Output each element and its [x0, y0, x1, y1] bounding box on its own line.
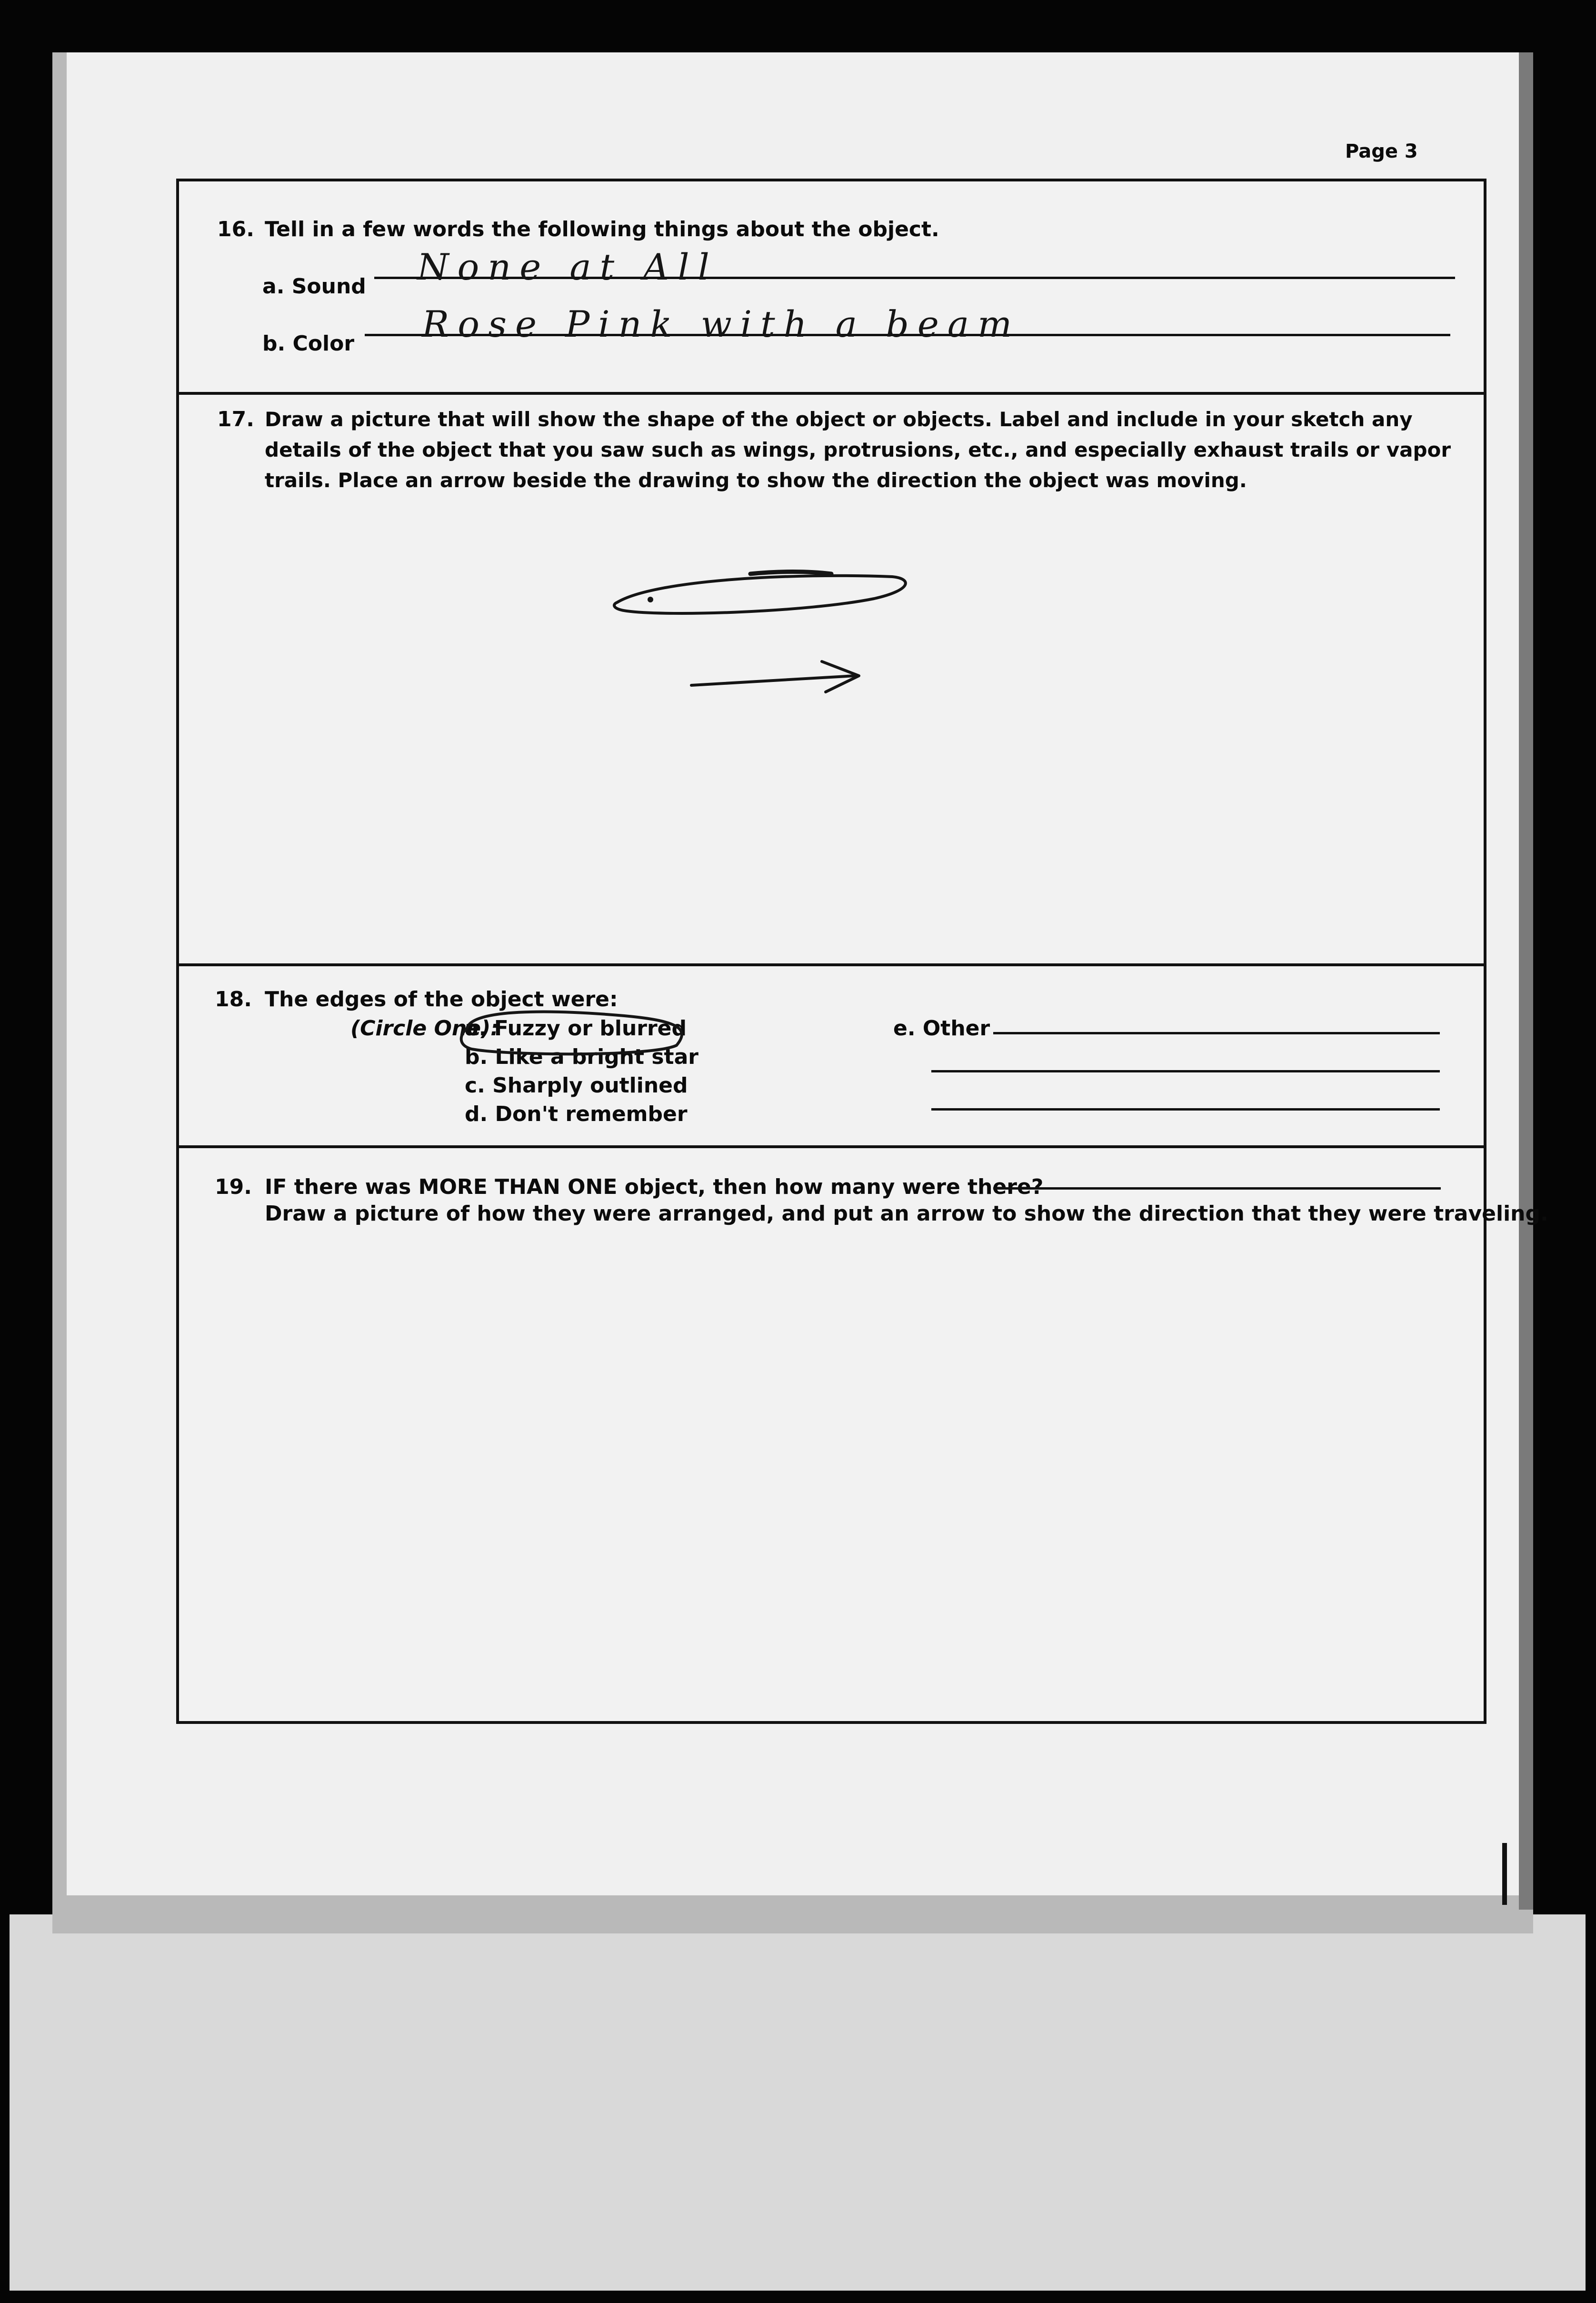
other-field-line-2[interactable] [931, 1070, 1440, 1072]
film-edge [1519, 52, 1533, 1910]
option-c[interactable]: c. Sharply outlined [465, 1073, 688, 1098]
sketch-area[interactable] [179, 1239, 1484, 1715]
question-18-prompt: The edges of the object were: [265, 987, 618, 1011]
circle-one-instruction: (Circle One): [350, 1016, 499, 1041]
option-b[interactable]: b. Like a bright star [465, 1045, 698, 1069]
question-17-number: 17. [217, 407, 254, 431]
sound-answer: None at All [417, 246, 718, 288]
questionnaire-form [176, 179, 1548, 1724]
object-count-field[interactable] [993, 1187, 1441, 1190]
question-19-instruction: Draw a picture of how they were arranged, and put an arrow to show the direction that they were traveling. [265, 1202, 1548, 1226]
question-19-number: 19. [215, 1175, 252, 1199]
option-d[interactable]: d. Don't remember [465, 1102, 688, 1126]
other-field-line-1[interactable] [993, 1032, 1440, 1034]
sound-label: a. Sound [262, 274, 366, 299]
question-18 [179, 966, 1484, 1148]
option-a[interactable]: a. Fuzzy or blurred [465, 1016, 687, 1041]
crop-mark [1502, 1843, 1507, 1905]
other-label: e. Other [893, 1016, 990, 1041]
circled-answer-mark [453, 1000, 710, 1061]
question-17 [179, 395, 1484, 966]
page-number: Page 3 [1345, 140, 1418, 162]
question-18-number: 18. [215, 987, 252, 1011]
question-17-text: Draw a picture that will show the shape of the object or objects. Label and include in your sketch any details of the object that you saw such as wings, protrusions, etc., and especially exhaust trails or vapor trails. Place an arrow beside the drawing to show the direction the object was moving. [265, 408, 1451, 492]
color-label: b. Color [262, 331, 355, 356]
question-16-prompt: Tell in a few words the following things about the object. [265, 217, 939, 241]
other-field-line-3[interactable] [931, 1108, 1440, 1111]
object-sketch [608, 566, 941, 709]
question-16 [179, 181, 1484, 395]
question-19-prompt: IF there was MORE THAN ONE object, then how many were there? [265, 1175, 1044, 1199]
color-answer: Rose Pink with a beam [422, 303, 1021, 345]
film-margin [10, 1914, 1586, 2291]
question-16-number: 16. [217, 217, 254, 241]
question-19 [179, 1148, 1548, 1724]
